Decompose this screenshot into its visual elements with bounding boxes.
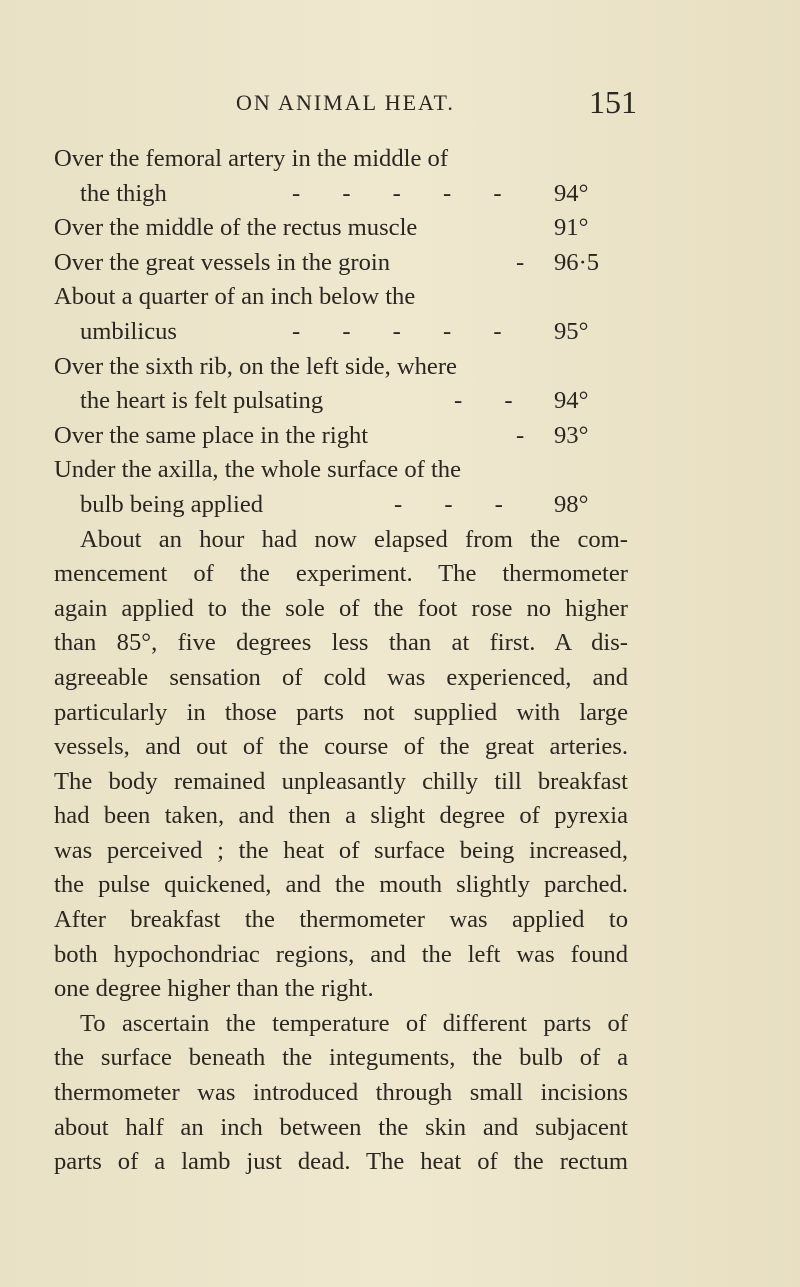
leader-dashes: -	[516, 248, 543, 276]
text-line: The body remained unpleasantly chilly till breakfast	[54, 767, 628, 795]
text-line: was perceived ; the heat of surface being increased,	[54, 836, 628, 864]
table-row	[54, 350, 628, 385]
row-value: 95°	[554, 317, 589, 345]
row-value: 93°	[554, 421, 589, 449]
row-label: the heart is felt pulsating	[80, 387, 324, 415]
table-row	[54, 419, 628, 454]
row-label: Over the great vessels in the groin	[54, 248, 391, 276]
row-label: bulb being applied	[80, 490, 264, 518]
row-value: 94°	[554, 387, 589, 415]
text-line: particularly in those parts not supplied with large	[54, 698, 628, 726]
leader-dashes: -	[516, 421, 543, 449]
table-row	[54, 315, 628, 350]
page-header	[0, 84, 800, 124]
text-line: parts of a lamb just dead. The heat of the rectum	[54, 1148, 628, 1176]
row-label: Over the sixth rib, on the left side, where	[54, 352, 457, 380]
text-line: After breakfast the thermometer was applied to	[54, 906, 628, 934]
text-line: thermometer was introduced through small incisions	[54, 1079, 628, 1107]
row-label: Over the same place in the right	[54, 421, 369, 449]
table-row	[54, 211, 628, 246]
text-line: To ascertain the temperature of different parts of	[80, 1009, 628, 1037]
text-line: vessels, and out of the course of the great arteries.	[54, 733, 628, 761]
row-value: 96·5	[554, 248, 600, 276]
page-number: 151	[589, 84, 637, 120]
table-row	[54, 280, 628, 315]
leader-dashes: - - - - -	[292, 179, 520, 207]
table-row	[54, 488, 628, 523]
text-line: one degree higher than the right.	[54, 975, 374, 1003]
row-label: Over the femoral artery in the middle of	[54, 145, 449, 172]
running-head: ON ANIMAL HEAT.	[236, 90, 455, 115]
row-value: 98°	[554, 490, 589, 518]
row-label: the thigh	[80, 179, 167, 207]
table-row	[54, 177, 628, 212]
text-line: agreeable sensation of cold was experienced, and	[54, 663, 628, 691]
text-line: mencement of the experiment. The thermometer	[54, 560, 628, 588]
row-label: Under the axilla, the whole surface of the	[54, 456, 461, 484]
paragraph-1	[54, 523, 628, 1007]
temperature-table	[54, 142, 628, 523]
leader-dashes: - - - - -	[292, 317, 520, 345]
table-row	[54, 453, 628, 488]
text-line: the pulse quickened, and the mouth slightly parched.	[54, 871, 628, 899]
row-value: 94°	[554, 179, 589, 207]
text-line: than 85°, five degrees less than at first. A dis-	[54, 629, 628, 657]
table-row	[54, 384, 628, 419]
text-line: the surface beneath the integuments, the bulb of a	[54, 1044, 628, 1072]
paragraph-2	[54, 1007, 628, 1180]
leader-dashes: - -	[454, 387, 531, 415]
text-line: About an hour had now elapsed from the com-	[80, 525, 628, 553]
text-line: again applied to the sole of the foot rose no higher	[54, 594, 628, 622]
text-line: had been taken, and then a slight degree of pyrexia	[54, 802, 628, 830]
text-line: both hypochondriac regions, and the left was found	[54, 940, 628, 968]
table-row	[54, 246, 628, 281]
row-value: 91°	[554, 214, 589, 242]
text-line: about half an inch between the skin and subjacent	[54, 1113, 628, 1141]
leader-dashes: - - -	[394, 490, 521, 518]
body-text	[54, 142, 628, 1180]
row-label: About a quarter of an inch below the	[54, 283, 416, 311]
row-label: Over the middle of the rectus muscle	[54, 214, 418, 242]
row-label: umbilicus	[80, 317, 178, 345]
table-row	[54, 142, 628, 177]
